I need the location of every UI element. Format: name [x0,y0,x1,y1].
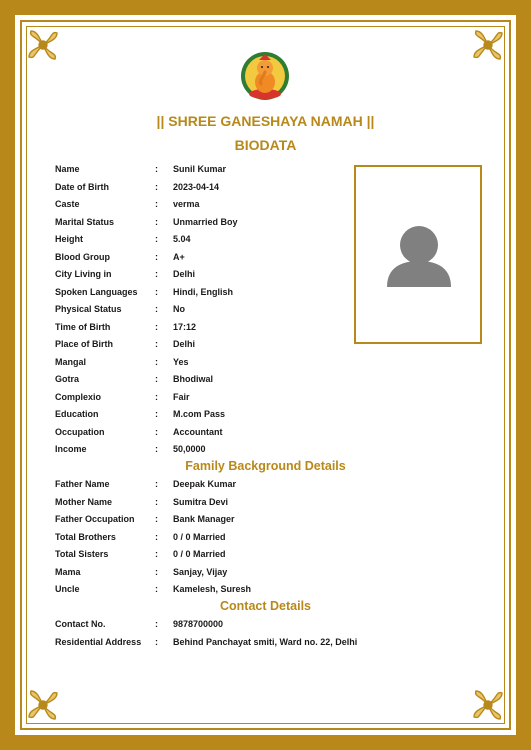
detail-label: Date of Birth [55,181,109,192]
detail-value: 50,0000 [173,444,206,454]
detail-value: Sanjay, Vijay [173,566,228,577]
detail-value: Behind Panchayat smiti, Ward no. 22, Delhi [173,636,358,647]
detail-label: Mangal [55,356,87,367]
detail-separator: : [155,164,158,174]
floral-corner-icon [25,687,61,723]
detail-value: 17:12 [173,321,197,332]
detail-label: Total Brothers [55,531,116,542]
detail-label: Gotra [55,374,80,384]
detail-separator: : [155,531,158,542]
detail-value: M.com Pass [173,409,226,419]
detail-separator: : [155,636,158,647]
shloka-heading: || SHREE GANESHAYA NAMAH || [156,113,375,129]
detail-value: Deepak Kumar [173,479,237,489]
floral-corner-icon [470,27,506,63]
detail-separator: : [155,304,158,314]
floral-corner-icon [25,27,61,63]
detail-separator: : [155,566,158,577]
detail-label: Uncle [55,584,80,594]
detail-label: Mama [55,566,81,577]
person-placeholder-icon [386,223,452,287]
detail-value: Bank Manager [173,514,235,524]
detail-value: Sunil Kumar [173,164,227,174]
detail-separator: : [155,496,158,507]
detail-separator: : [155,409,158,419]
detail-label: Place of Birth [55,339,114,349]
detail-separator: : [155,549,158,559]
detail-value: Bhodiwal [173,374,213,384]
detail-separator: : [155,286,158,297]
detail-value: 9878700000 [173,619,224,629]
detail-separator: : [155,444,158,454]
detail-separator: : [155,269,158,279]
detail-label: Contact No. [55,619,106,629]
detail-label: Residential Address [55,636,142,647]
photo-frame[interactable] [354,165,482,344]
detail-label: Mother Name [55,496,113,507]
detail-separator: : [155,356,158,367]
detail-value: 0 / 0 Married [173,549,226,559]
detail-label: Caste [55,199,80,209]
detail-value: 0 / 0 Married [173,531,226,542]
detail-separator: : [155,514,158,524]
contact-section-title: Contact Details [220,599,311,613]
detail-value: 5.04 [173,234,191,244]
detail-label: Time of Birth [55,321,111,332]
detail-label: Spoken Languages [55,286,138,297]
detail-label: Complexio [55,391,102,402]
detail-value: A+ [173,251,185,262]
detail-label: Income [55,444,87,454]
detail-value: Unmarried Boy [173,216,238,227]
detail-separator: : [155,479,158,489]
detail-label: Occupation [55,426,105,437]
detail-value: Fair [173,391,190,402]
detail-separator: : [155,619,158,629]
detail-value: No [173,304,185,314]
detail-label: Blood Group [55,251,110,262]
detail-label: Height [55,234,83,244]
detail-separator: : [155,216,158,227]
detail-value: Sumitra Devi [173,496,229,507]
floral-corner-icon [470,687,506,723]
detail-value: Delhi [173,339,196,349]
detail-separator: : [155,426,158,437]
detail-value: 2023-04-14 [173,181,220,192]
detail-label: Marital Status [55,216,115,227]
biodata-sheet [15,15,516,735]
detail-separator: : [155,374,158,384]
family-section-title: Family Background Details [185,459,346,473]
detail-label: Father Name [55,479,110,489]
detail-separator: : [155,199,158,209]
detail-label: City Living in [55,269,112,279]
detail-separator: : [155,321,158,332]
page-title: BIODATA [234,137,297,153]
detail-value: Delhi [173,269,196,279]
detail-label: Father Occupation [55,514,135,524]
detail-separator: : [155,181,158,192]
detail-separator: : [155,584,158,594]
detail-value: Accountant [173,426,223,437]
detail-value: Yes [173,356,189,367]
detail-separator: : [155,251,158,262]
detail-value: Hindi, English [173,286,233,297]
detail-label: Name [55,164,80,174]
detail-separator: : [155,339,158,349]
detail-value: Kamelesh, Suresh [173,584,252,594]
detail-label: Total Sisters [55,549,109,559]
detail-separator: : [155,234,158,244]
detail-label: Physical Status [55,304,122,314]
detail-value: verma [173,199,200,209]
ganesha-icon [239,50,291,102]
detail-separator: : [155,391,158,402]
detail-label: Education [55,409,99,419]
